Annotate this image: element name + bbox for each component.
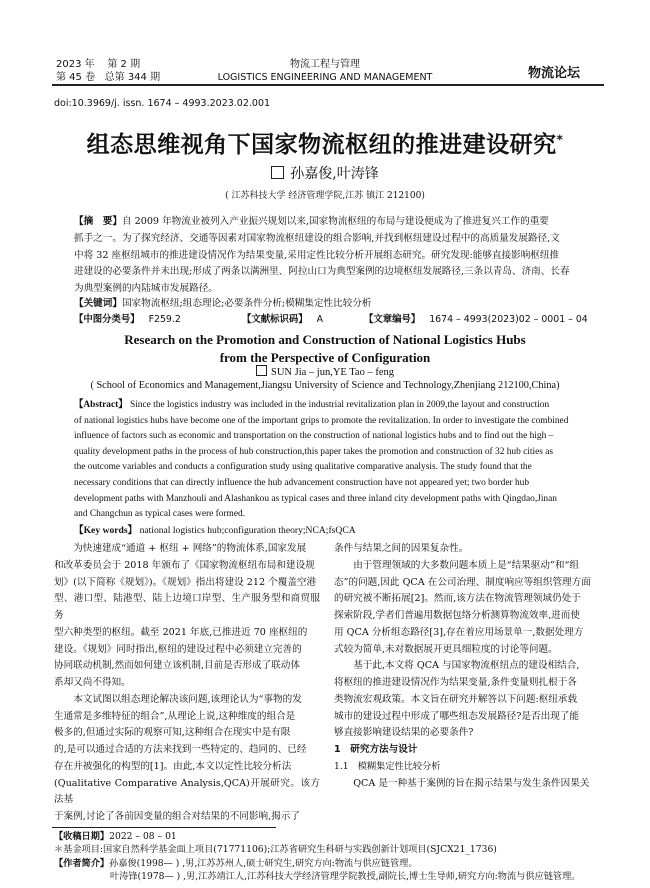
text-line: 生通常是多维特征的组合”,从理论上说,这种维度的组合是 (54, 710, 296, 722)
clc-value: F259.2 (148, 314, 181, 325)
fund-label: ＊基金项目: (54, 844, 104, 856)
keywords-en-label: 【Key words】 (74, 525, 138, 536)
left-column (54, 541, 320, 826)
received-label: 【收稿日期】 (54, 831, 110, 842)
received-date (54, 830, 606, 843)
author-box-en-icon (256, 365, 267, 376)
text-line: 和改革委员会于 2018 年颁布了《国家物流枢纽布局和建设规 (54, 559, 315, 571)
text-line: 系却又尚不得知。 (54, 677, 131, 688)
text-line: 型、港口型、陆港型、陆上边境口岸型、生产服务型和商贸服务 (54, 593, 320, 621)
title-footnote-mark: * (556, 132, 564, 147)
header-total-issue: 总第 344 期 (104, 72, 161, 83)
text-line: 探索阶段,学者们普遍用数据包络分析测算物流效率,进而使 (334, 610, 580, 621)
fund-info (54, 843, 606, 856)
text-line: 极多的,但通过实际的观察可知,这种组合在现实中是有限 (54, 727, 291, 739)
doc-code-value: A (316, 314, 324, 325)
paragraph (54, 692, 320, 826)
article-number-label: 【文章编号】 (364, 314, 421, 325)
header-volume (56, 71, 160, 84)
paragraph (334, 658, 602, 742)
doc-code-label: 【文献标识码】 (242, 314, 308, 325)
header-year-issue (56, 58, 140, 71)
abstract-en-line: and Changchun as typical cases were formed. (74, 509, 246, 520)
abstract-cn-line: 为典型案例的内陆城市发展路径。 (74, 283, 218, 295)
abstract-cn-text: 自 2009 年物流业被列入产业振兴规划以来,国家物流枢纽的布局与建设便成为了推进复兴工作的重要 (121, 216, 549, 227)
text-line: 的研究被不断拓展[2]。然而,该方法在物流管理领域仍处于 (334, 593, 581, 605)
article-number-value: 1674 – 4993(2023)02 – 0001 – 04 (429, 314, 588, 325)
authors-en-text: SUN Jia – jun,YE Tao – feng (270, 367, 395, 378)
fund-value: 国家自然科学基金面上项目(71771106);江苏省研究生科研与实践创新计划项目(SJCX21_1736) (103, 844, 497, 856)
text-line: 存在并被强化的构型的[1]。由此,本文以定性比较分析法 (54, 760, 292, 772)
text-line: 本文试图以组态理论解决该问题,该理论认为“事物的发 (73, 693, 302, 705)
abstract-cn-line: 进建设的必要条件并未出现;形成了两条以满洲里、阿拉山口为典型案例的边境枢纽发展路径,三条以青岛、济南、长春 (74, 266, 570, 278)
text-line: 为快速建成“通道 + 枢纽 + 网络”的物流体系,国家发展 (73, 543, 307, 554)
text-line: 城市的建设过程中形成了哪些组态发展路径?是否出现了能 (334, 710, 579, 722)
text-line: 用 QCA 分析组态路径[3],存在着应用场景单一,数据处理方 (334, 626, 584, 638)
author-bio-2: 叶涛锋(1978— ) ,男,江苏靖江人,江苏科技大学经济管理学院教授,副院长,博士生导师,研究方向:物流与供应链管理。 (110, 870, 581, 882)
clc (74, 313, 181, 326)
abstract-cn-label: 【摘 要】 (74, 216, 122, 227)
abstract-cn-line: 中将 32 座枢纽城市的推进建设情况作为结果变量,采用定性比较分析开展组态研究。研究发现:能够直接影响枢纽推 (74, 249, 560, 261)
header-year: 2023 年 (56, 59, 95, 70)
header-rule (52, 84, 604, 86)
clc-label: 【中图分类号】 (74, 314, 140, 325)
text-line: QCA 是一种基于案例的旨在揭示结果与发生条件因果关 (353, 777, 590, 789)
text-line: 基于此,本文将 QCA 与国家物流枢纽点的建设相结合, (353, 660, 580, 672)
abstract-en-line: the outcome variables and conducts a configuration study using qualitative comparative analysis. The study found that the (74, 462, 532, 473)
bio-label: 【作者简介】 (54, 857, 110, 869)
affiliation-en: ( School of Economics and Management,Jiangsu University of Science and Technology,Zhenjiang 212100,China) (90, 380, 560, 391)
paper-title-en-line1: Research on the Promotion and Construction of National Logistics Hubs (124, 332, 526, 347)
text-line: 态”的问题,因此 QCA 在公司治理、制度响应等组织管理方面 (334, 576, 591, 588)
text-line: 型六种类型的枢纽。截至 2021 年底,已推进近 70 座枢纽的 (54, 626, 308, 638)
footnote-rule (52, 827, 276, 828)
text-line: (Qualitative Comparative Analysis,QCA)开展研究。该方法基 (54, 777, 320, 806)
keywords-cn-text: 国家物流枢纽;组态理论;必要条件分析;模糊集定性比较分析 (121, 298, 372, 309)
abstract-en-line: influence of factors such as economic and transportation on the construction of national logistics hubs and to find out the high – (74, 431, 554, 442)
text-line: 于案例,讨论了各前因变量的组合对结果的不同影响,揭示了 (54, 811, 300, 822)
bio1-text: 孙嘉俊(1998— ) ,男,江苏苏州人,硕士研究生,研究方向:物流与供应链管理。 (109, 857, 418, 869)
header-volume-text: 第 45 卷 (56, 72, 96, 83)
journal-name-cn: 物流工程与管理 (290, 59, 360, 70)
author-box-icon (271, 166, 284, 179)
right-column (334, 541, 602, 792)
doc-code (242, 313, 323, 326)
abstract-en (74, 398, 574, 523)
text-line: 够直接影响建设结果的必要条件? (334, 727, 474, 739)
section-heading-1-1: 1.1 模糊集定性比较分析 (334, 760, 441, 772)
abstract-en-line: of national logistics hubs have become one of the important grips to promote the revitalization. In order to investigate the combined (74, 415, 569, 426)
text-line: 条件与结果之间的因果复杂性。 (334, 543, 469, 554)
keywords-en (74, 524, 594, 537)
paper-title-cn (0, 126, 650, 159)
abstract-cn-line (74, 214, 584, 231)
doi: doi:10.3969/j. issn. 1674 – 4993.2023.02.001 (54, 98, 271, 109)
text-line: 划》(以下简称《规划》)。《规划》指出将建设 212 个覆盖空港 (54, 576, 317, 588)
title-text: 组态思维视角下国家物流枢纽的推进建设研究 (86, 132, 557, 158)
journal-name-en: LOGISTICS ENGINEERING AND MANAGEMENT (217, 72, 433, 83)
authors-en (0, 365, 650, 378)
paragraph (334, 558, 602, 659)
text-line: 将枢纽的推进建设情况作为结果变量,条件变量则扎根于各 (334, 677, 577, 688)
abstract-en-line: development paths with Manzhouli and Alashankou as typical cases and three inland city development paths with Qingdao,Jinan (74, 493, 557, 504)
header-issue: 第 2 期 (107, 59, 141, 70)
author-bio-1 (54, 857, 606, 870)
text-line: 类物流宏观政策。本文旨在研究并解答以下问题:枢纽承载 (334, 693, 578, 705)
text-line: 协同联动机制,然而如何建立该机制,目前是否形成了联动体 (54, 660, 300, 672)
text-line: 的,是可以通过合适的方法来找到一些特定的、趋同的、已经 (54, 744, 307, 755)
keywords-cn-label: 【关键词】 (74, 298, 122, 309)
authors-cn (0, 163, 650, 183)
abstract-en-label: 【Abstract】 (74, 400, 128, 410)
keywords-cn (74, 297, 594, 310)
abstract-en-line: necessary conditions that can directly influence the hub advancement construction have not appeared yet; two border hub (74, 477, 530, 488)
column-name: 物流论坛 (528, 66, 581, 81)
abstract-cn (74, 214, 584, 298)
paragraph (54, 541, 320, 692)
abstract-cn-line: 抓手之一。为了探究经济、交通等因素对国家物流枢纽建设的组合影响,并找到枢纽建设过程中的高质量发展路径,文 (74, 232, 560, 244)
abstract-en-text: Since the logistics industry was included in the industrial revitalization plan in 2009,the layout and construction (129, 400, 550, 410)
footnotes (54, 830, 606, 883)
abstract-en-line: quality development paths in the process of hub construction,this paper takes the promotion and construction of 32 hub cities as (74, 446, 554, 457)
article-number (364, 313, 588, 326)
text-line: 建设。《规划》同时指出,枢纽的建设过程中必须建立完善的 (54, 643, 302, 655)
keywords-en-text: national logistics hub;configuration theory;NCA;fsQCA (139, 525, 356, 536)
received-value: 2022 – 08 – 01 (109, 831, 177, 842)
authors-cn-text: 孙嘉俊,叶涛锋 (290, 166, 379, 182)
paper-title-en-line2: from the Perspective of Configuration (219, 350, 431, 365)
affiliation-cn: ( 江苏科技大学 经济管理学院,江苏 镇江 212100) (225, 191, 425, 201)
abstract-en-line (74, 398, 574, 414)
text-line: 由于管理领域的大多数问题本质上是“结果驱动”和“组 (353, 559, 579, 571)
text-line: 式较为简单,未对数据展开更具细粒度的讨论等问题。 (334, 643, 558, 655)
section-heading-1: 1 研究方法与设计 (334, 744, 418, 755)
